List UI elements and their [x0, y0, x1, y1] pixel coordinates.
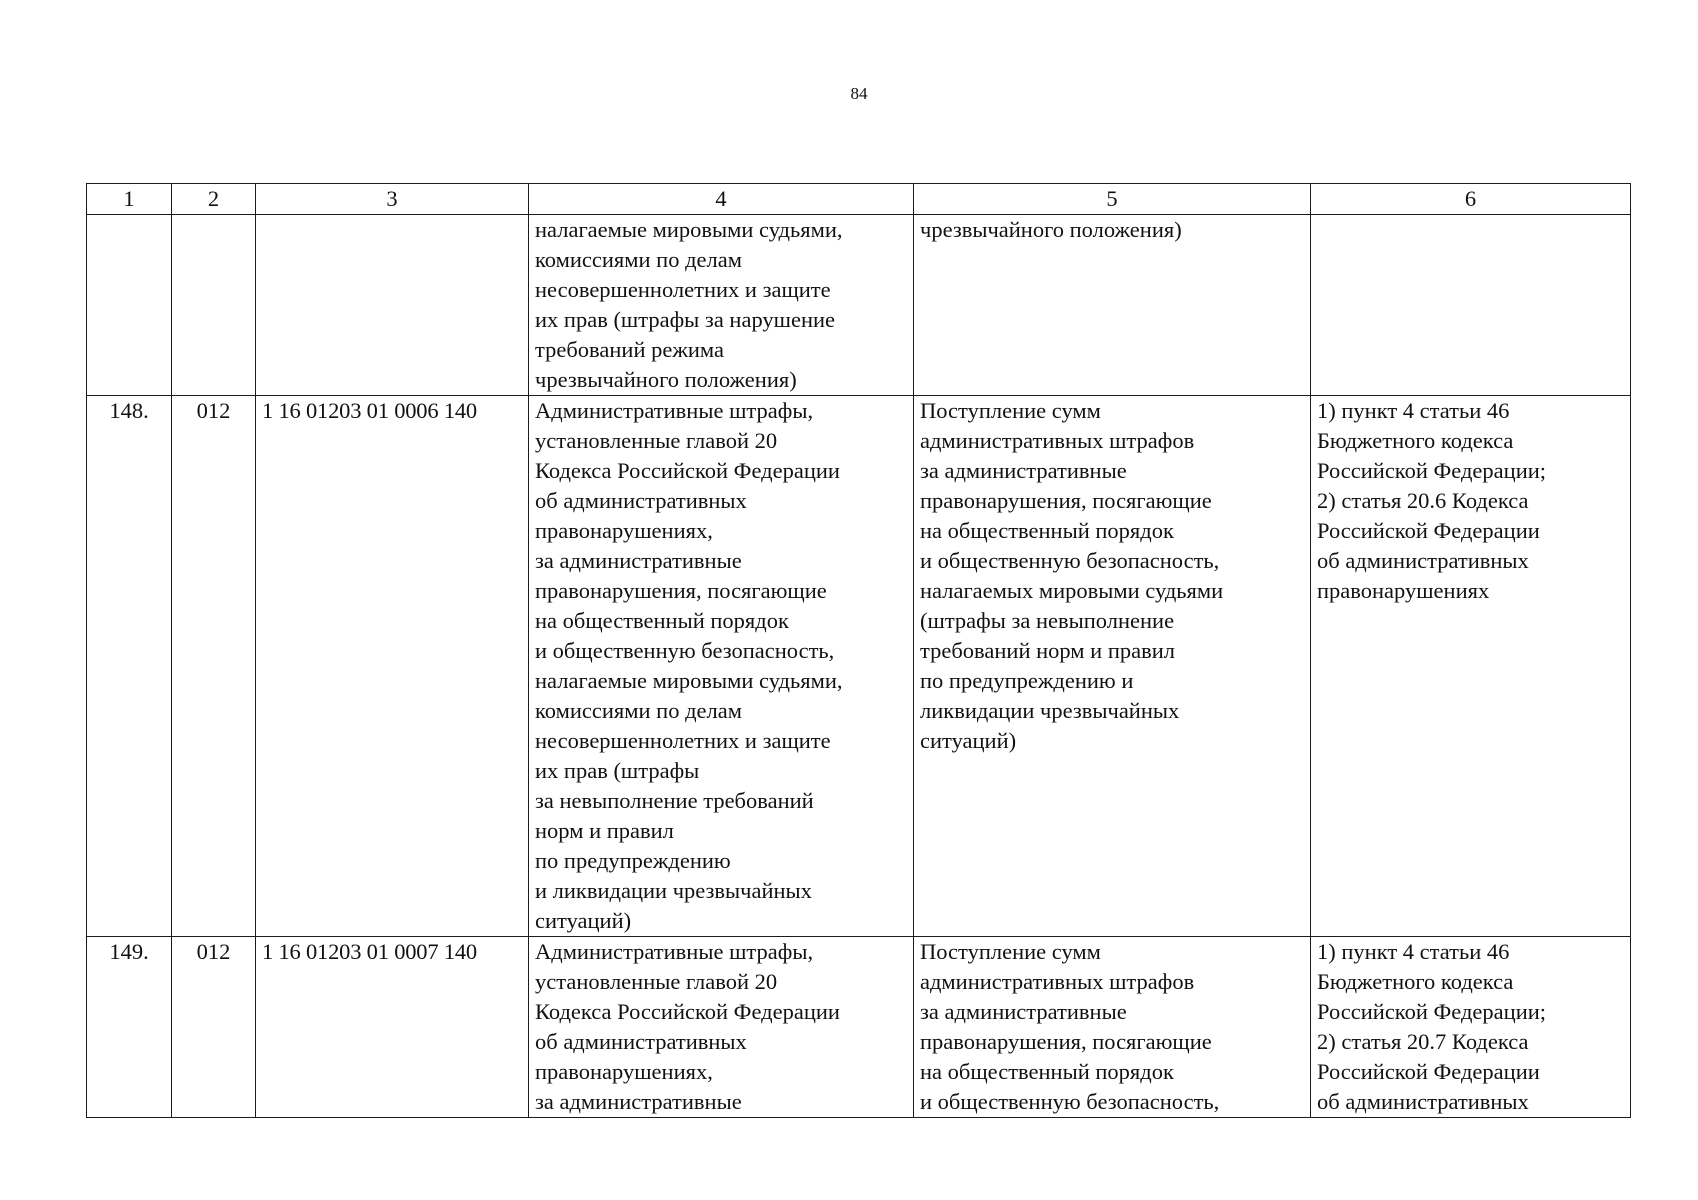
- cont-col-2: [172, 215, 256, 396]
- row-number: 149.: [87, 937, 172, 1118]
- row-number: 148.: [87, 396, 172, 937]
- text-line: административных штрафов: [920, 428, 1195, 453]
- text-line: по предупреждению и: [920, 668, 1134, 693]
- text-line: за административные: [535, 1089, 742, 1114]
- text-line: за административные: [535, 548, 742, 573]
- table-header: [87, 184, 1631, 215]
- text-line: об административных: [535, 1029, 747, 1054]
- text-line: Поступление сумм: [920, 398, 1101, 423]
- revenue-name: [529, 937, 914, 1118]
- text-line: за невыполнение требований: [535, 788, 814, 813]
- header-col-4: 4: [529, 184, 914, 215]
- text-line: Бюджетного кодекса: [1317, 428, 1514, 453]
- text-line: комиссиями по делам: [535, 698, 742, 723]
- text-line: Поступление сумм: [920, 939, 1101, 964]
- text-line: 2) статья 20.6 Кодекса: [1317, 488, 1529, 513]
- text-line: за административные: [920, 999, 1127, 1024]
- revenue-description: [914, 396, 1311, 937]
- text-line: Российской Федерации: [1317, 1059, 1540, 1084]
- text-line: несовершеннолетних и защите: [535, 277, 831, 302]
- text-line: их прав (штрафы: [535, 758, 700, 783]
- header-row: [87, 184, 1631, 215]
- kbk-code: 1 16 01203 01 0006 140: [256, 396, 529, 937]
- text-line: налагаемые мировыми судьями,: [535, 217, 843, 242]
- text-line: требований режима: [535, 337, 724, 362]
- text-line: Кодекса Российской Федерации: [535, 458, 840, 483]
- text-line: Кодекса Российской Федерации: [535, 999, 840, 1024]
- text-line: на общественный порядок: [535, 608, 789, 633]
- text-line: административных штрафов: [920, 969, 1195, 994]
- text-line: об административных: [535, 488, 747, 513]
- text-line: ситуаций): [920, 728, 1017, 753]
- legal-basis: [1311, 396, 1631, 937]
- text-line: правонарушениях,: [535, 518, 713, 543]
- text-line: ликвидации чрезвычайных: [920, 698, 1180, 723]
- header-col-1: 1: [87, 184, 172, 215]
- text-line: налагаемые мировыми судьями,: [535, 668, 843, 693]
- text-line: на общественный порядок: [920, 518, 1174, 543]
- text-line: чрезвычайного положения): [535, 367, 797, 392]
- text-line: Административные штрафы,: [535, 398, 814, 423]
- cont-col-6: [1311, 215, 1631, 396]
- text-line: и общественную безопасность,: [920, 548, 1220, 573]
- revenue-description: [914, 937, 1311, 1118]
- text-line: несовершеннолетних и защите: [535, 728, 831, 753]
- text-line: правонарушения, посягающие: [920, 1029, 1212, 1054]
- text-line: правонарушениях: [1317, 578, 1490, 603]
- text-line: и общественную безопасность,: [920, 1089, 1220, 1114]
- text-line: ситуаций): [535, 908, 632, 933]
- kbk-code: 1 16 01203 01 0007 140: [256, 937, 529, 1118]
- text-line: требований норм и правил: [920, 638, 1176, 663]
- text-line: норм и правил: [535, 818, 674, 843]
- legal-basis: [1311, 937, 1631, 1118]
- revenue-name: [529, 396, 914, 937]
- header-col-2: 2: [172, 184, 256, 215]
- admin-code: 012: [172, 396, 256, 937]
- table-row: [87, 937, 1631, 1118]
- text-line: 1) пункт 4 статьи 46: [1317, 398, 1510, 423]
- budget-classification-table: [86, 183, 1631, 1118]
- text-line: и общественную безопасность,: [535, 638, 835, 663]
- text-line: комиссиями по делам: [535, 247, 742, 272]
- text-line: Российской Федерации: [1317, 518, 1540, 543]
- text-line: (штрафы за невыполнение: [920, 608, 1175, 633]
- text-line: Административные штрафы,: [535, 939, 814, 964]
- table-row: [87, 396, 1631, 937]
- text-line: правонарушения, посягающие: [535, 578, 827, 603]
- text-line: Российской Федерации;: [1317, 999, 1547, 1024]
- header-col-3: 3: [256, 184, 529, 215]
- cont-col-5: [914, 215, 1311, 396]
- text-line: на общественный порядок: [920, 1059, 1174, 1084]
- table-row-continuation: [87, 215, 1631, 396]
- header-col-5: 5: [914, 184, 1311, 215]
- text-line: правонарушениях,: [535, 1059, 713, 1084]
- text-line: налагаемых мировыми судьями: [920, 578, 1224, 603]
- text-line: по предупреждению: [535, 848, 731, 873]
- page-number: 84: [850, 84, 868, 103]
- text-line: 2) статья 20.7 Кодекса: [1317, 1029, 1529, 1054]
- header-col-6: 6: [1311, 184, 1631, 215]
- text-line: правонарушения, посягающие: [920, 488, 1212, 513]
- text-line: и ликвидации чрезвычайных: [535, 878, 812, 903]
- text-line: их прав (штрафы за нарушение: [535, 307, 836, 332]
- text-line: за административные: [920, 458, 1127, 483]
- text-line: установленные главой 20: [535, 428, 778, 453]
- text-line: об административных: [1317, 548, 1529, 573]
- text-line: об административных: [1317, 1089, 1529, 1114]
- admin-code: 012: [172, 937, 256, 1118]
- text-line: 1) пункт 4 статьи 46: [1317, 939, 1510, 964]
- text-line: установленные главой 20: [535, 969, 778, 994]
- cont-col-1: [87, 215, 172, 396]
- text-line: Бюджетного кодекса: [1317, 969, 1514, 994]
- cont-col-3: [256, 215, 529, 396]
- text-line: чрезвычайного положения): [920, 217, 1182, 242]
- cont-col-4: [529, 215, 914, 396]
- text-line: Российской Федерации;: [1317, 458, 1547, 483]
